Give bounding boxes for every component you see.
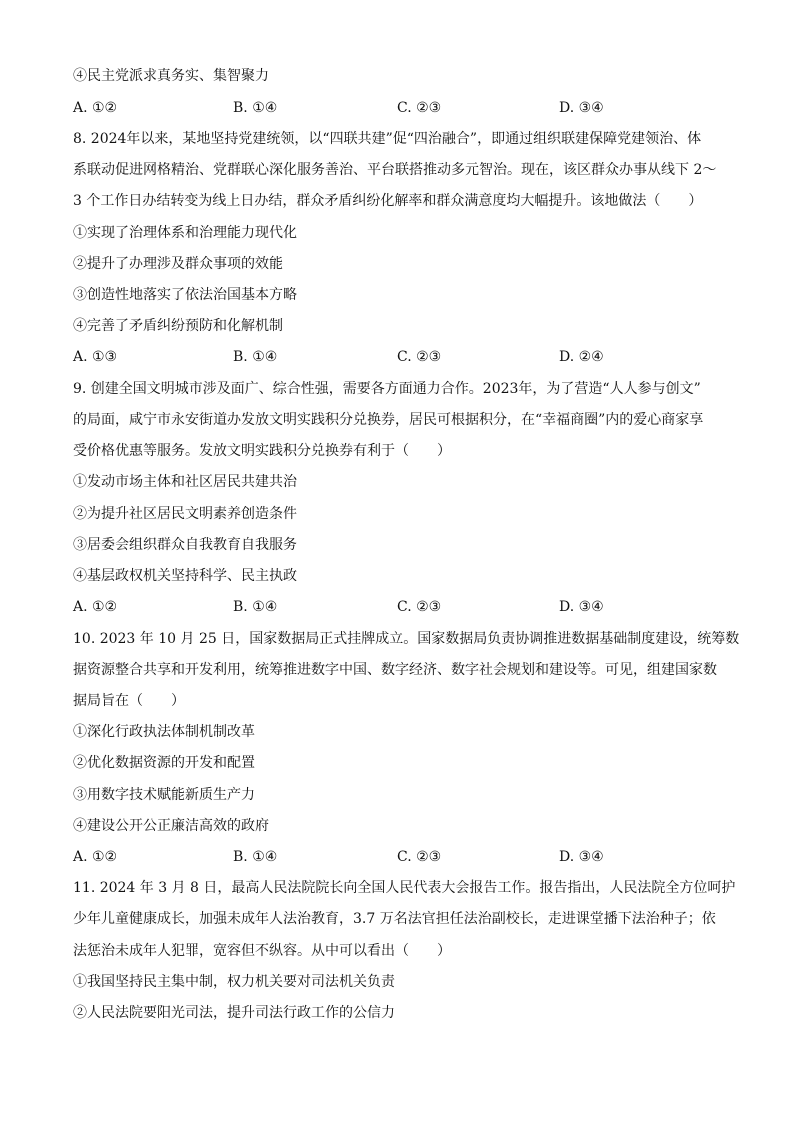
- option-statement-4: ④民主党派求真务实、集智聚力: [73, 68, 269, 84]
- option-c: C. ②③: [397, 849, 442, 865]
- option-d: D. ③④: [559, 599, 604, 615]
- question-9-stem-line: 9. 创建全国文明城市涉及面广、综合性强，需要各方面通力合作。2023年，为了营造“人人参与创文”: [73, 381, 701, 397]
- option-b: B. ①④: [233, 100, 278, 116]
- option-statement-3: ③创造性地落实了依法治国基本方略: [73, 287, 297, 303]
- option-b: B. ①④: [233, 349, 278, 365]
- question-11-stem-line: 少年儿童健康成长，加强未成年人法治教育，3.7 万名法官担任法治副校长，走进课堂播下法治种子；依: [73, 911, 716, 927]
- option-statement-1: ①我国坚持民主集中制，权力机关要对司法机关负责: [73, 974, 395, 990]
- option-a: A. ①②: [73, 599, 118, 615]
- option-statement-2: ②提升了办理涉及群众事项的效能: [73, 256, 283, 272]
- answer-options: [73, 598, 733, 616]
- question-10-stem-line: 据资源整合共享和开发利用，统筹推进数字中国、数字经济、数字社会规划和建设等。可见，组建国家数: [73, 662, 717, 678]
- option-statement-2: ②为提升社区居民文明素养创造条件: [73, 506, 297, 522]
- option-a: A. ①②: [73, 849, 118, 865]
- option-statement-1: ①实现了治理体系和治理能力现代化: [73, 225, 297, 241]
- option-d: D. ②④: [559, 349, 604, 365]
- option-statement-1: ①深化行政执法体制机制改革: [73, 724, 255, 740]
- option-statement-4: ④完善了矛盾纠纷预防和化解机制: [73, 318, 283, 334]
- option-b: B. ①④: [233, 849, 278, 865]
- question-8-stem-line: 系联动促进网格精治、党群联心深化服务善治、平台联搭推动多元智治。现在，该区群众办事从线下 2～: [73, 162, 717, 178]
- question-9-stem-line: 的局面，咸宁市永安街道办发放文明实践积分兑换券，居民可根据积分，在“幸福商圈”内的爱心商家享: [73, 412, 704, 428]
- option-d: D. ③④: [559, 849, 604, 865]
- question-8-stem-line: 3 个工作日办结转变为线上日办结，群众矛盾纠纷化解率和群众满意度均大幅提升。该地做法（ ）: [73, 193, 703, 209]
- option-c: C. ②③: [397, 599, 442, 615]
- question-11-stem-line: 法惩治未成年人犯罪，宽容但不纵容。从中可以看出（ ）: [73, 943, 451, 959]
- question-8-stem-line: 8. 2024年以来，某地坚持党建统领，以“四联共建”促“四治融合”，即通过组织联建保障党建领治、体: [73, 131, 702, 147]
- option-b: B. ①④: [233, 599, 278, 615]
- option-a: A. ①②: [73, 100, 118, 116]
- option-statement-3: ③居委会组织群众自我教育自我服务: [73, 537, 297, 553]
- answer-options: [73, 848, 733, 866]
- option-c: C. ②③: [397, 100, 442, 116]
- option-statement-1: ①发动市场主体和社区居民共建共治: [73, 474, 297, 490]
- answer-options: [73, 99, 733, 117]
- question-10-stem-line: 10. 2023 年 10 月 25 日，国家数据局正式挂牌成立。国家数据局负责协调推进数据基础制度建设，统筹数: [73, 631, 740, 647]
- answer-options: [73, 348, 733, 366]
- option-d: D. ③④: [559, 100, 604, 116]
- option-statement-2: ②优化数据资源的开发和配置: [73, 755, 255, 771]
- question-9-stem-line: 受价格优惠等服务。发放文明实践积分兑换券有利于（ ）: [73, 443, 451, 459]
- option-statement-3: ③用数字技术赋能新质生产力: [73, 787, 255, 803]
- question-10-stem-line: 据局旨在（ ）: [73, 693, 185, 709]
- option-statement-4: ④基层政权机关坚持科学、民主执政: [73, 568, 297, 584]
- option-c: C. ②③: [397, 349, 442, 365]
- question-11-stem-line: 11. 2024 年 3 月 8 日，最高人民法院院长向全国人民代表大会报告工作。报告指出，人民法院全方位呵护: [73, 880, 736, 896]
- option-statement-2: ②人民法院要阳光司法，提升司法行政工作的公信力: [73, 1005, 395, 1021]
- option-statement-4: ④建设公开公正廉洁高效的政府: [73, 818, 269, 834]
- option-a: A. ①③: [73, 349, 118, 365]
